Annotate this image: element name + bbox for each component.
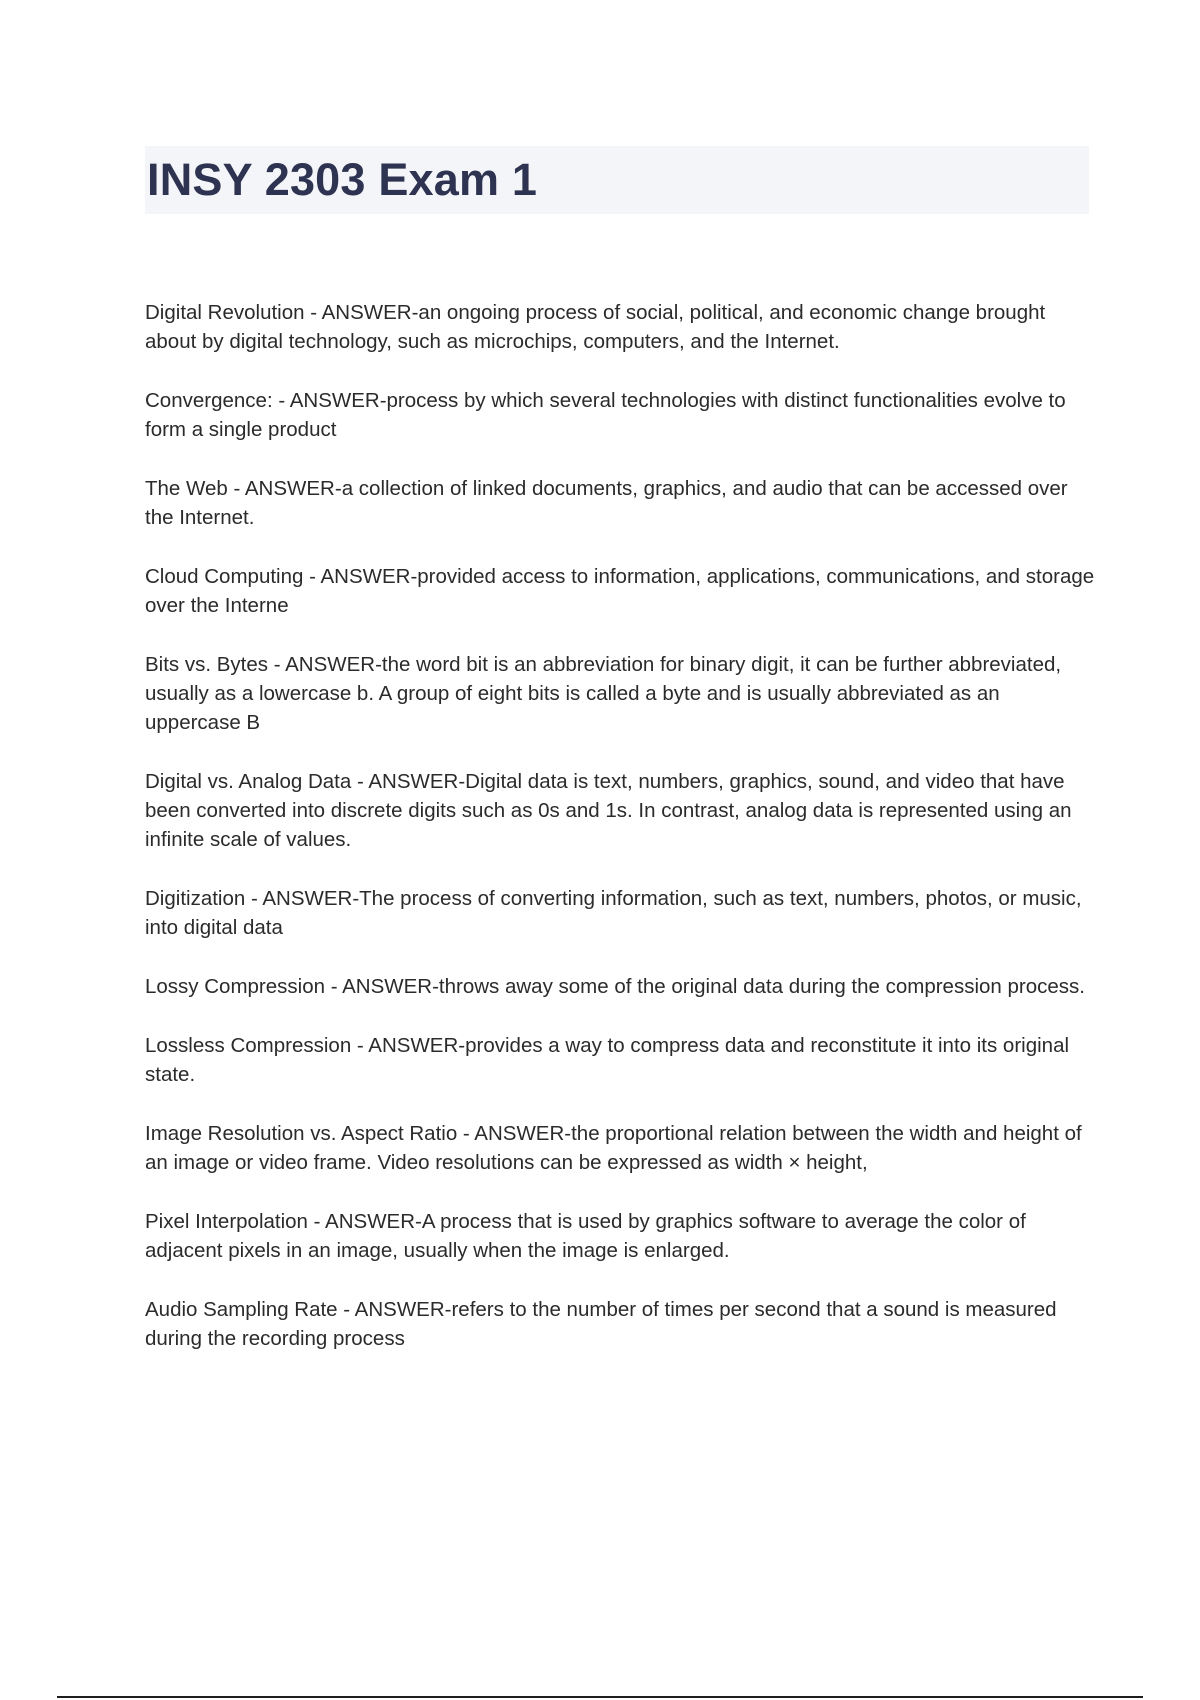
page-title: INSY 2303 Exam 1 [147,154,538,205]
qa-item-cloud-computing: Cloud Computing - ANSWER-provided access to information, applications, communications, and storage over the Interne [145,565,1095,617]
qa-item-pixel-interpolation: Pixel Interpolation - ANSWER-A process that is used by graphics software to average the color of adjacent pixels in an image, usually when the image is enlarged. [145,1210,1026,1262]
qa-item-image-resolution: Image Resolution vs. Aspect Ratio - ANSWER-the proportional relation between the width and height of an image or video frame. Video resolutions can be expressed as width × height, [145,1122,1082,1174]
qa-item-convergence: Convergence: - ANSWER-process by which several technologies with distinct functionalities evolve to form a single product [145,389,1066,441]
footer-divider [57,1696,1143,1698]
qa-list [145,298,1095,1383]
title-band [145,146,1089,214]
qa-item-digitization: Digitization - ANSWER-The process of converting information, such as text, numbers, photos, or music, into digital data [145,887,1082,939]
qa-item-lossy-compression: Lossy Compression - ANSWER-throws away some of the original data during the compression process. [145,975,1085,998]
qa-item-bits-vs-bytes: Bits vs. Bytes - ANSWER-the word bit is an abbreviation for binary digit, it can be further abbreviated, usually as a lowercase b. A group of eight bits is called a byte and is usually abbreviated as an uppercase B [145,653,1062,734]
qa-item-digital-vs-analog: Digital vs. Analog Data - ANSWER-Digital data is text, numbers, graphics, sound, and video that have been converted into discrete digits such as 0s and 1s. In contrast, analog data is represented using an infinite scale of values. [145,770,1072,851]
qa-item-audio-sampling-rate: Audio Sampling Rate - ANSWER-refers to the number of times per second that a sound is measured during the recording process [145,1298,1057,1350]
qa-item-digital-revolution: Digital Revolution - ANSWER-an ongoing process of social, political, and economic change brought about by digital technology, such as microchips, computers, and the Internet. [145,301,1046,353]
qa-item-the-web: The Web - ANSWER-a collection of linked documents, graphics, and audio that can be accessed over the Internet. [145,477,1068,529]
qa-item-lossless-compression: Lossless Compression - ANSWER-provides a way to compress data and reconstitute it into its original state. [145,1034,1070,1086]
